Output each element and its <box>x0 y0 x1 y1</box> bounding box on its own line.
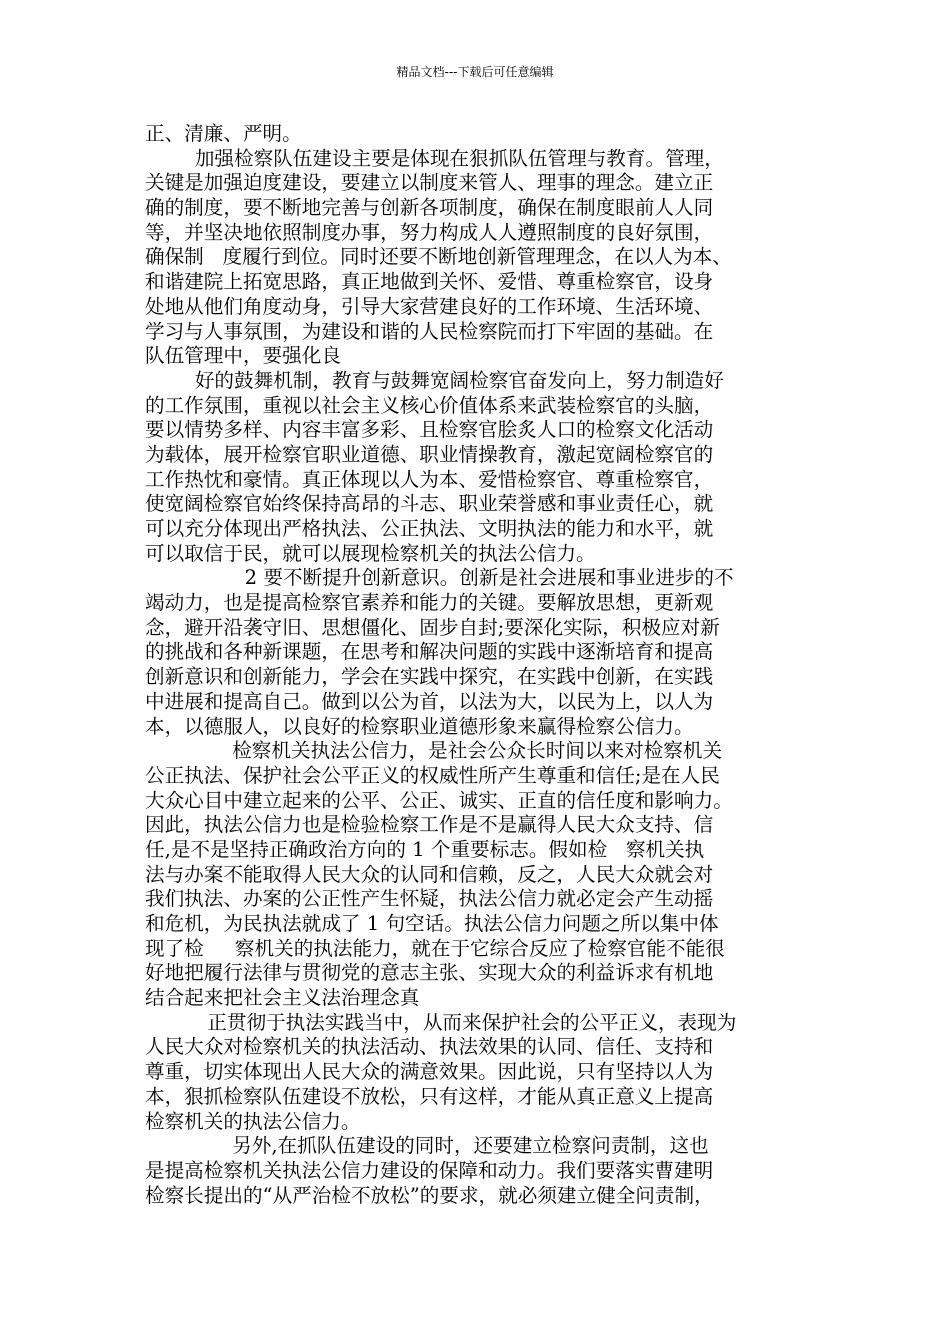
text-line: 处地从他们角度动身，引导大家营建良好的工作环境、生活环境、 <box>145 294 714 318</box>
text-line: 公正执法、保护社会公平正义的权威性所产生尊重和信任;是在人民 <box>145 763 720 787</box>
text-line: 我们执法、办案的公正性产生怀疑，执法公信力就必定会产生动摇 <box>145 887 714 911</box>
text-line: 因此，执法公信力也是检验检察工作是不是赢得人民大众支持、信 <box>145 813 714 837</box>
text-line: 和危机，为民执法就成了 1 句空话。执法公信力问题之所以集中体 <box>145 912 719 935</box>
text-line: 确保制 度履行到位。同时还要不断地创新管理理念，在以人为本、 <box>145 245 732 269</box>
text-line: 正、清廉、严明。 <box>145 122 302 145</box>
text-line: 检察机关的执法公信力。 <box>145 1109 361 1133</box>
text-line: 念，避开沿袭守旧、思想僵化、固步自封;要深化实际，积极应对新 <box>145 615 720 639</box>
text-line: 学习与人事氛围，为建设和谐的人民检察院而打下牢固的基础。在 <box>145 319 714 343</box>
text-line: 竭动力，也是提高检察官素养和能力的关键。要解放思想，更新观 <box>145 591 714 615</box>
text-line: 中进展和提高自己。做到以公为首，以法为大，以民为上，以人为 <box>145 689 714 713</box>
text-line: 检察机关执法公信力，是社会公众长时间以来对检察机关 <box>145 739 723 763</box>
text-line: 的挑战和各种新课题，在思考和解决问题的实践中逐渐培育和提高 <box>145 640 714 664</box>
text-line: 尊重，切实体现出人民大众的满意效果。因此说，只有坚持以人为 <box>145 1060 714 1084</box>
text-line: 可以取信于民，就可以展现检察机关的执法公信力。 <box>145 541 596 565</box>
text-line: 现了检 察机关的执法能力，就在于它综合反应了检察官能不能很 <box>145 936 725 960</box>
text-line: 等，并坚决地依照制度办事，努力构成人人遵照制度的良好氛围， <box>145 220 714 244</box>
page-header: 精品文档---下载后可任意编辑 <box>396 65 554 79</box>
text-line: 结合起来把社会主义法治理念真 <box>145 986 420 1010</box>
text-line: 法与办案不能取得人民大众的认同和信赖，反之，人民大众就会对 <box>145 862 714 886</box>
text-line: 使宽阔检察官始终保持高昂的斗志、职业荣誉感和事业责任心，就 <box>145 492 714 516</box>
text-line: 和谐建院上拓宽思路，真正地做到关怀、爱惜、尊重检察官，设身 <box>145 270 714 294</box>
text-line: 任,是不是坚持正确政治方向的 1 个重要标志。假如检 察机关执 <box>145 837 705 861</box>
text-line: 大众心目中建立起来的公平、公正、诚实、正直的信任度和影响力。 <box>145 788 733 812</box>
text-line: 是提高检察机关执法公信力建设的保障和动力。我们要落实曹建明 <box>145 1158 714 1182</box>
text-line: 为载体，展开检察官职业道德、职业情操教育，激起宽阔检察官的 <box>145 442 714 466</box>
text-line: 好地把履行法律与贯彻党的意志主张、实现大众的利益诉求有机地 <box>145 961 714 985</box>
text-line: 队伍管理中，要强化良 <box>145 344 341 368</box>
text-line: 工作热忱和豪情。真正体现以人为本、爱惜检察官、尊重检察官， <box>145 467 714 491</box>
text-line: 本，狠抓检察队伍建设不放松，只有这样，才能从真正意义上提高 <box>145 1084 714 1108</box>
text-line: 可以充分体现出严格执法、公正执法、文明执法的能力和水平，就 <box>145 517 714 540</box>
text-line: 加强检察队伍建设主要是体现在狠抓队伍管理与教育。管理， <box>145 146 724 170</box>
text-line: 正贯彻于执法实践当中，从而来保护社会的公平正义，表现为 <box>145 1010 737 1034</box>
text-line: 好的鼓舞机制，教育与鼓舞宽阔检察官奋发向上，努力制造好 <box>145 368 724 392</box>
text-line: 另外,在抓队伍建设的同时，还要建立检察问责制，这也 <box>145 1134 709 1158</box>
text-line: 确的制度，要不断地完善与创新各项制度，确保在制度眼前人人同 <box>145 196 714 220</box>
text-line: 创新意识和创新能力，学会在实践中探究，在实践中创新，在实践 <box>145 665 714 689</box>
text-line: 关键是加强迫度建设，要建立以制度来管人、理事的理念。建立正 <box>145 171 714 195</box>
text-line: 要以情势多样、内容丰富多彩、且检察官脍炙人口的检察文化活动 <box>145 418 714 442</box>
text-line: 2 要不断提升创新意识。创新是社会进展和事业进步的不 <box>145 566 734 590</box>
text-line: 本，以德服人，以良好的检察职业道德形象来赢得检察公信力。 <box>145 714 694 738</box>
text-line: 的工作氛围，重视以社会主义核心价值体系来武装检察官的头脑， <box>145 393 714 417</box>
document-body <box>145 122 805 1208</box>
text-line: 人民大众对检察机关的执法活动、执法效果的认同、信任、支持和 <box>145 1035 714 1059</box>
text-line: 检察长提出的“从严治检不放松”的要求，就必须建立健全问责制， <box>145 1183 714 1207</box>
